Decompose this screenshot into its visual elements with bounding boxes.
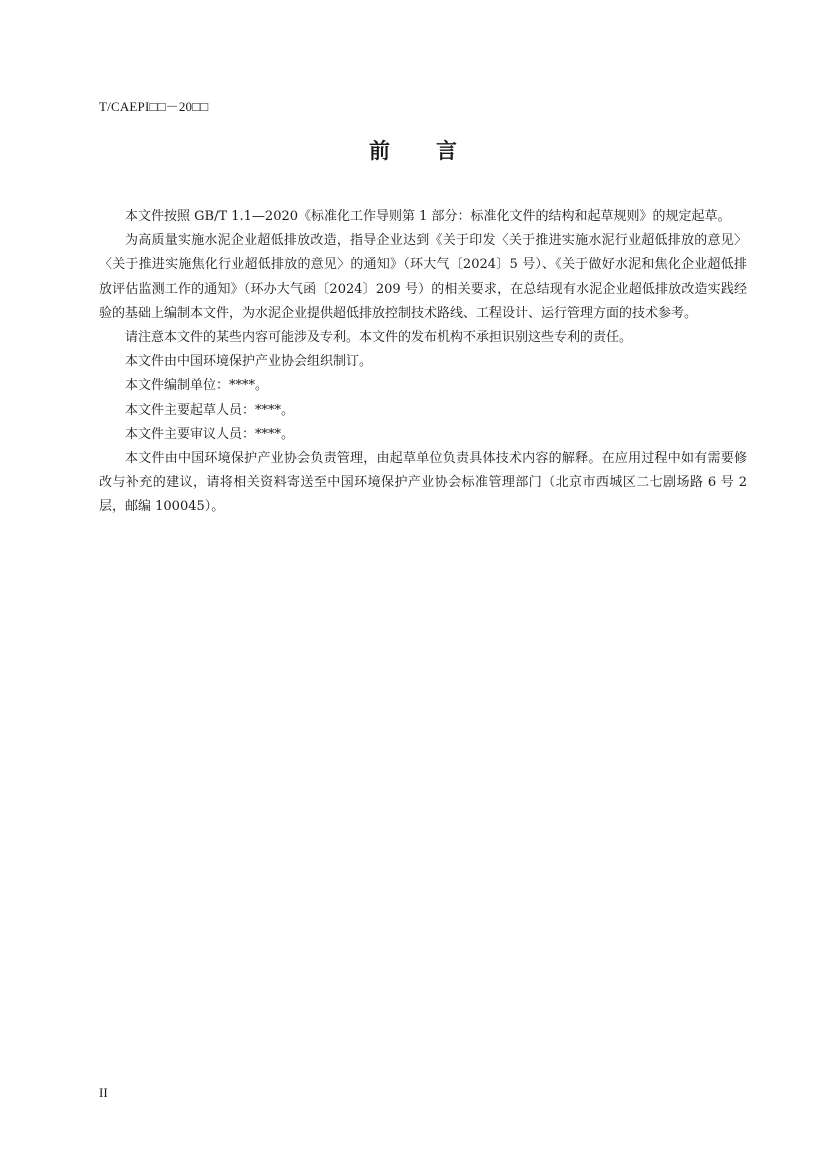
paragraph-management: 本文件由中国环境保护产业协会负责管理，由起草单位负责具体技术内容的解释。在应用过程中如有需要修改与补充的建议，请将相关资料寄送至中国环境保护产业协会标准管理部门（北京市西城区二七剧场路 6 号 2 层，邮编 100045）。 [99,451,747,515]
foreword-body [99,205,747,520]
paragraph-purpose: 为高质量实施水泥企业超低排放改造，指导企业达到《关于印发〈关于推进实施水泥行业超低排放的意见〉〈关于推进实施焦化行业超低排放的意见〉的通知》（环大气〔2024〕5 号）、《关于做好水泥和焦化企业超低排放评估监测工作的通知》（环办大气函〔2024〕209 号）的相关要求，在总结现有水泥企业超低排放改造实践经验的基础上编制本文件，为水泥企业提供超低排放控制技术路线、工程设计、运行管理方面的技术参考。 [99,233,747,321]
paragraph-drafting-units: 本文件编制单位：****。 [125,378,269,394]
page-title: 前言 [369,139,503,163]
paragraph-drafters: 本文件主要起草人员：****。 [125,402,295,418]
paragraph-structure-rule: 本文件按照 GB/T 1.1—2020《标准化工作导则第 1 部分：标准化文件的结构和起草规则》的规定起草。 [125,209,731,224]
paragraph-patent-notice: 请注意本文件的某些内容可能涉及专利。本文件的发布机构不承担识别这些专利的责任。 [125,330,633,346]
standard-code: T/CAEPI□□－20□□ [99,99,209,114]
paragraph-organizer: 本文件由中国环境保护产业协会组织制订。 [125,354,373,370]
page-number: II [99,1085,108,1100]
paragraph-reviewers: 本文件主要审议人员：****。 [125,426,295,442]
